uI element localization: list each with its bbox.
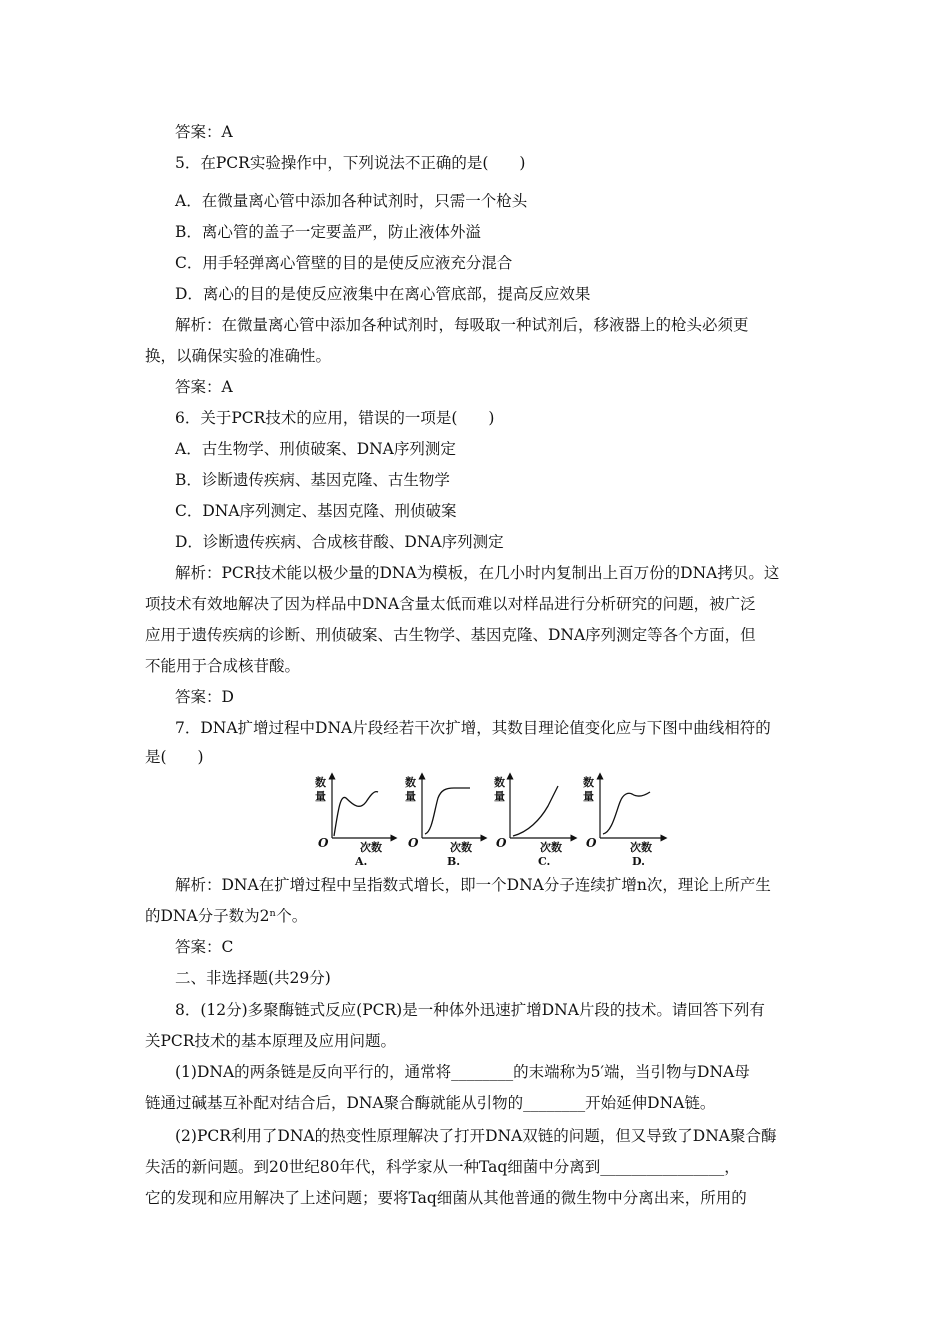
question-8-line-2: 关PCR技术的基本原理及应用问题。 — [145, 1032, 396, 1050]
graph-c — [494, 775, 574, 868]
q6-option-b: B．诊断遗传疾病、基因克隆、古生物学 — [175, 471, 450, 489]
graph-c-ylabel-bottom: 量 — [494, 790, 505, 803]
q5-option-d: D．离心的目的是使反应液集中在离心管底部，提高反应效果 — [175, 285, 591, 303]
graph-c-ylabel-top: 数 — [494, 776, 505, 789]
q6-analysis-line-4: 不能用于合成核苷酸。 — [145, 657, 301, 675]
graph-c-label: C. — [538, 855, 551, 868]
question-8-line-1: 8．(12分)多聚酶链式反应(PCR)是一种体外迅速扩增DNA片段的技术。请回答下列有 — [175, 1001, 765, 1019]
graph-c-xlabel: 次数 — [540, 841, 562, 854]
graph-d-xlabel: 次数 — [630, 841, 652, 854]
graph-d-ylabel-top: 数 — [583, 776, 594, 789]
graph-b-ylabel-top: 数 — [405, 776, 416, 789]
graph-a-xlabel: 次数 — [360, 841, 382, 854]
q8-part2-line-3: 它的发现和应用解决了上述问题；要将Taq细菌从其他普通的微生物中分离出来，所用的 — [145, 1189, 747, 1207]
answer-7: 答案：C — [175, 938, 234, 956]
q5-option-a: A．在微量离心管中添加各种试剂时，只需一个枪头 — [175, 192, 528, 210]
question-5: 5．在PCR实验操作中，下列说法不正确的是( ) — [175, 154, 526, 172]
graph-b-ylabel-bottom: 量 — [405, 790, 416, 803]
answer-6: 答案：D — [175, 688, 234, 706]
q5-option-c: C．用手轻弹离心管壁的目的是使反应液充分混合 — [175, 254, 513, 272]
graph-d-origin: O — [586, 836, 597, 850]
graph-b — [405, 775, 484, 868]
graph-a-ylabel-bottom: 量 — [315, 790, 326, 803]
graph-a-origin: O — [318, 836, 329, 850]
graph-b-xlabel: 次数 — [450, 841, 472, 854]
answer-5: 答案：A — [175, 378, 233, 396]
question-7-line-2: 是( ) — [145, 748, 204, 766]
q5-analysis-line-2: 换，以确保实验的准确性。 — [145, 347, 332, 365]
q7-analysis-line-2: 的DNA分子数为2ⁿ个。 — [145, 907, 308, 925]
graph-a-curve — [334, 792, 378, 836]
q8-part2-line-2: 失活的新问题。到20世纪80年代，科学家从一种Taq细菌中分离到________________， — [145, 1158, 740, 1176]
graph-a-label: A. — [355, 855, 368, 868]
answer-4: 答案：A — [175, 123, 233, 141]
q7-figure — [310, 772, 670, 872]
graph-b-label: B. — [447, 855, 461, 868]
q6-analysis-line-1: 解析：PCR技术能以极少量的DNA为模板，在几小时内复制出上百万份的DNA拷贝。这 — [175, 564, 780, 582]
graph-b-curve — [425, 788, 470, 834]
q5-analysis-line-1: 解析：在微量离心管中添加各种试剂时，每吸取一种试剂后，移液器上的枪头必须更 — [175, 316, 749, 334]
question-6: 6．关于PCR技术的应用，错误的一项是( ) — [175, 409, 495, 427]
graph-d-ylabel-bottom: 量 — [583, 790, 594, 803]
q6-analysis-line-2: 项技术有效地解决了因为样品中DNA含量太低而难以对样品进行分析研究的问题，被广泛 — [145, 595, 756, 613]
graph-c-curve — [513, 786, 558, 836]
q8-part2-line-1: (2)PCR利用了DNA的热变性原理解决了打开DNA双链的问题，但又导致了DNA聚合酶 — [175, 1127, 777, 1145]
q6-analysis-line-3: 应用于遗传疾病的诊断、刑侦破案、古生物学、基因克隆、DNA序列测定等各个方面，但 — [145, 626, 756, 644]
graph-b-origin: O — [408, 836, 419, 850]
q5-option-b: B．离心管的盖子一定要盖严，防止液体外溢 — [175, 223, 481, 241]
section-heading-non-choice: 二、非选择题(共29分) — [175, 969, 331, 987]
q7-graphs — [310, 772, 670, 872]
q8-part1-line-2: 链通过碱基互补配对结合后，DNA聚合酶就能从引物的________开始延伸DNA链。 — [145, 1094, 716, 1112]
q7-analysis-line-1: 解析：DNA在扩增过程中呈指数式增长，即一个DNA分子连续扩增n次，理论上所产生 — [175, 876, 771, 894]
graph-d-curve — [603, 792, 650, 834]
graph-a-ylabel-top: 数 — [315, 776, 326, 789]
graph-c-origin: O — [496, 836, 507, 850]
q6-option-d: D．诊断遗传疾病、合成核苷酸、DNA序列测定 — [175, 533, 504, 551]
q8-part1-line-1: (1)DNA的两条链是反向平行的，通常将________的末端称为5′端，当引物与DNA母 — [175, 1063, 750, 1081]
question-7-line-1: 7．DNA扩增过程中DNA片段经若干次扩增，其数目理论值变化应与下图中曲线相符的 — [175, 719, 771, 737]
graph-a — [315, 775, 394, 868]
graph-d-label: D. — [632, 855, 645, 868]
q6-option-a: A．古生物学、刑侦破案、DNA序列测定 — [175, 440, 456, 458]
graph-d — [583, 775, 664, 868]
q6-option-c: C．DNA序列测定、基因克隆、刑侦破案 — [175, 502, 457, 520]
